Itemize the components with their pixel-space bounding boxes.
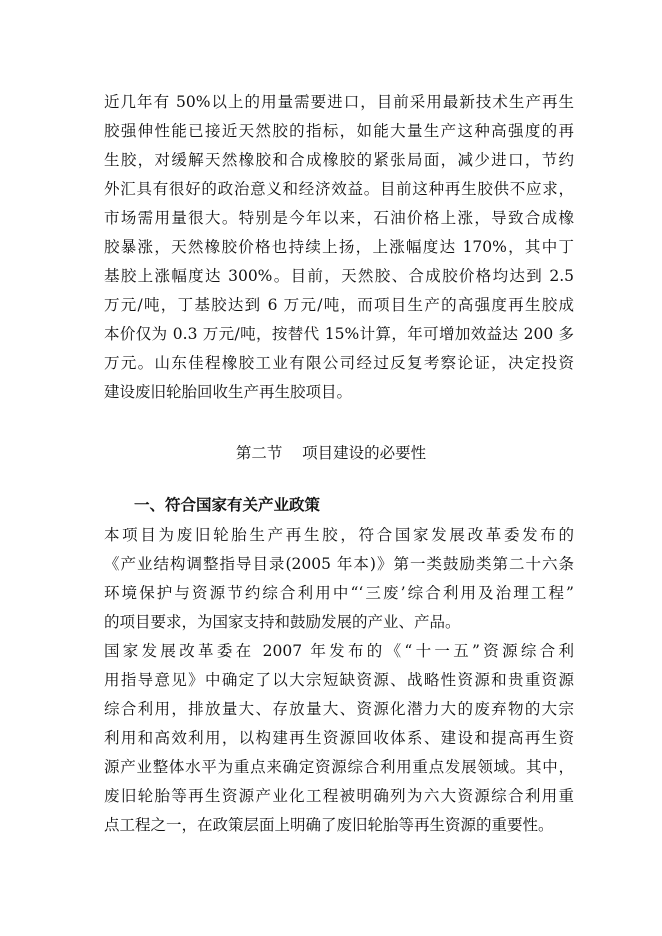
- paragraph-line: 本价仅为 0.3 万元/吨，按替代 15%计算，年可增加效益达 200 多: [104, 325, 574, 343]
- paragraph-line: 源产业整体水平为重点来确定资源综合利用重点发展领域。其中，: [104, 758, 574, 776]
- paragraph-line: 万元。山东佳程橡胶工业有限公司经过反复考察论证，决定投资: [104, 354, 574, 372]
- paragraph-line: 生胶，对缓解天然橡胶和合成橡胶的紧张局面，减少进口，节约: [104, 151, 574, 169]
- paragraph-line: 点工程之一，在政策层面上明确了废旧轮胎等再生资源的重要性。: [104, 816, 554, 834]
- paragraph-line: 近几年有 50%以上的用量需要进口，目前采用最新技术生产再生: [104, 93, 574, 111]
- paragraph-line: 外汇具有很好的政治意义和经济效益。目前这种再生胶供不应求，: [104, 180, 574, 198]
- paragraph-line: 利用和高效利用，以构建再生资源回收体系、建设和提高再生资: [104, 729, 574, 747]
- section-heading: 第二节 项目建设的必要性: [235, 444, 427, 462]
- paragraph-line: 胶强伸性能已接近天然胶的指标，如能大量生产这种高强度的再: [104, 122, 574, 140]
- paragraph-line: 国家发展改革委在 2007 年发布的《“十一五”资源综合利: [104, 642, 574, 660]
- paragraph-line: 万元/吨，丁基胶达到 6 万元/吨，而项目生产的高强度再生胶成: [104, 296, 574, 314]
- paragraph-line: 的项目要求，为国家支持和鼓励发展的产业、产品。: [104, 613, 461, 631]
- paragraph-line: 环境保护与资源节约综合利用中“‘三废’综合利用及治理工程”: [104, 584, 574, 602]
- paragraph-line: 本项目为废旧轮胎生产再生胶，符合国家发展改革委发布的: [104, 526, 574, 544]
- paragraph-line: 综合利用，排放量大、存放量大、资源化潜力大的废弃物的大宗: [104, 700, 574, 718]
- paragraph-line: 《产业结构调整指导目录(2005 年本)》第一类鼓励类第二十六条: [104, 555, 574, 573]
- paragraph-line: 用指导意见》中确定了以大宗短缺资源、战略性资源和贵重资源: [104, 671, 574, 689]
- paragraph-line: 废旧轮胎等再生资源产业化工程被明确列为六大资源综合利用重: [104, 787, 574, 805]
- paragraph-line: 基胶上涨幅度达 300%。目前，天然胶、合成胶价格均达到 2.5: [104, 267, 574, 285]
- subsection-heading: 一、符合国家有关产业政策: [134, 495, 321, 514]
- paragraph-line: 市场需用量很大。特别是今年以来，石油价格上涨，导致合成橡: [104, 209, 574, 227]
- paragraph-line: 建设废旧轮胎回收生产再生胶项目。: [104, 383, 353, 401]
- paragraph-line: 胶暴涨，天然橡胶价格也持续上扬，上涨幅度达 170%，其中丁: [104, 238, 574, 256]
